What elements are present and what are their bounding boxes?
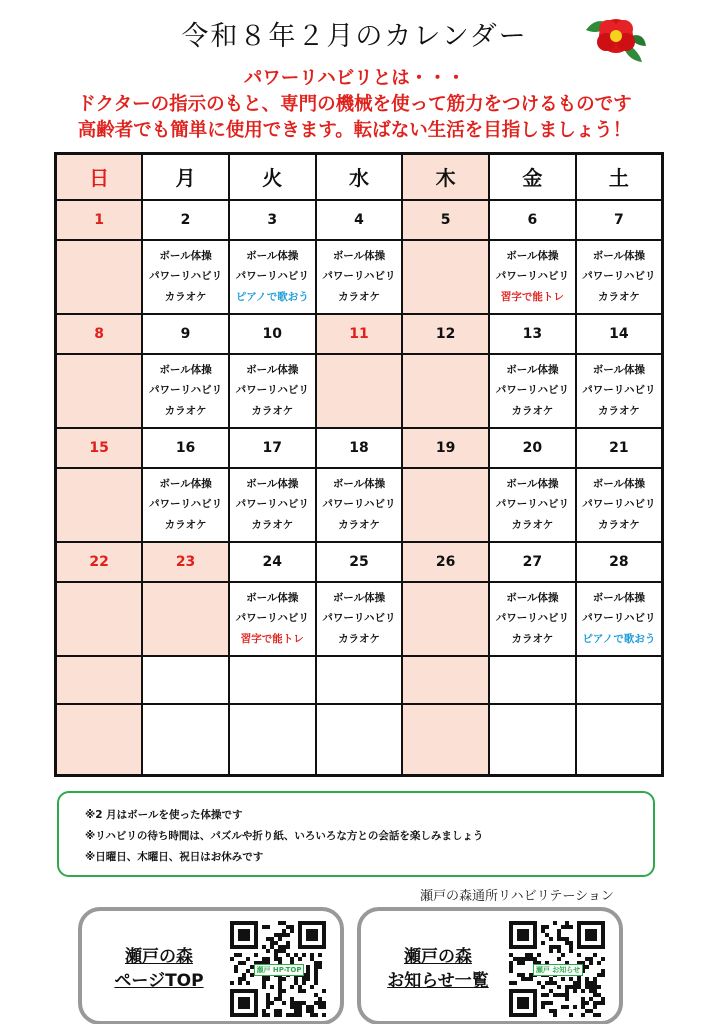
activity: ボール体操 [506,477,559,490]
activity-special: 習字で能トレ [240,632,304,645]
clinic-name: 瀬戸の森通所リハビリテーション [420,889,614,904]
activity: ボール体操 [332,477,386,490]
activity: カラオケ [597,518,640,531]
activity: ボール体操 [246,477,299,490]
date-cell: 3 [229,200,316,240]
card-label-line: お知らせ一覧 [387,971,489,991]
activity: パワーリハビリ [322,612,396,625]
calendar-table [54,152,664,777]
activity-cell [142,240,229,314]
date-cell: 8 [56,314,143,354]
activity: ボール体操 [159,363,212,376]
date-cell-holiday: 23 [142,542,229,582]
activity-cell [576,582,663,656]
activity-cell [489,240,576,314]
activity: ボール体操 [332,249,386,262]
date-cell: 17 [229,428,316,468]
activity-cell [576,468,663,542]
card-label-line: 瀬戸の森 [404,947,472,967]
empty-cell [316,656,403,704]
note-line: ※リハビリの待ち時間は、パズルや折り紙、いろいろな方との会話を楽しみましょう [85,830,484,842]
activity-special: ピアノで歌おう [235,290,309,303]
activity: パワーリハビリ [148,270,223,283]
date-cell: 20 [489,428,576,468]
date-cell: 12 [402,314,489,354]
activity-cell-closed [316,354,403,428]
empty-cell [229,656,316,704]
date-cell: 6 [489,200,576,240]
date-row [56,428,663,468]
activity-cell-closed [56,240,143,314]
date-cell: 10 [229,314,316,354]
empty-row [56,656,663,704]
activity: カラオケ [164,518,207,531]
activity: ボール体操 [159,477,212,490]
date-cell: 27 [489,542,576,582]
date-cell: 5 [402,200,489,240]
activity: パワーリハビリ [582,612,656,625]
empty-cell [489,656,576,704]
activity-cell [229,468,316,542]
activity: ボール体操 [246,249,299,262]
activity: パワーリハビリ [235,270,309,283]
date-cell: 16 [142,428,229,468]
date-cell: 13 [489,314,576,354]
activity-cell [229,582,316,656]
activity: パワーリハビリ [582,270,656,283]
activity: カラオケ [338,632,380,645]
date-cell: 24 [229,542,316,582]
activity: ボール体操 [332,591,386,604]
activity: カラオケ [511,518,554,531]
activity-cell-closed [142,582,229,656]
activity: ボール体操 [246,591,299,604]
activity: パワーリハビリ [495,498,569,511]
weekday-sun: 日 [56,154,143,200]
qr-tag: 瀬戸 お知らせ [533,964,583,976]
activity: カラオケ [338,518,380,531]
activity: ボール体操 [592,363,645,376]
date-cell: 1 [56,200,143,240]
card-label [104,945,214,993]
empty-cell [56,656,143,704]
activity-cell [316,240,403,314]
activity: ボール体操 [506,591,559,604]
date-cell: 21 [576,428,663,468]
weekday-mon: 月 [142,154,229,200]
page-title: 令和８年２月のカレンダー [181,21,528,52]
activity: パワーリハビリ [235,384,309,397]
activity: ボール体操 [506,249,559,262]
weekday-sat: 土 [576,154,663,200]
date-cell: 25 [316,542,403,582]
activity: パワーリハビリ [582,498,656,511]
date-cell: 4 [316,200,403,240]
date-cell: 15 [56,428,143,468]
activity: カラオケ [597,290,640,303]
intro-line: 高齢者でも簡単に使用できます。転ばない生活を目指しましょう！ [77,120,632,141]
activity: パワーリハビリ [322,270,396,283]
activity-cell [489,582,576,656]
date-cell: 26 [402,542,489,582]
activity: ボール体操 [592,249,645,262]
empty-cell [576,656,663,704]
notes-box [57,791,655,877]
empty-cell [402,656,489,704]
activity: パワーリハビリ [582,384,656,397]
date-cell: 19 [402,428,489,468]
date-cell: 18 [316,428,403,468]
activity-cell-closed [402,354,489,428]
activity-row [56,354,663,428]
activity: パワーリハビリ [495,612,569,625]
weekday-thu: 木 [402,154,489,200]
empty-cell [402,704,489,776]
activity: パワーリハビリ [235,612,309,625]
activity: カラオケ [338,290,380,303]
date-row [56,542,663,582]
intro-line: ドクターの指示のもと、専門の機械を使って筋力をつけるものです [77,94,632,115]
activity: ボール体操 [246,363,299,376]
activity: カラオケ [251,404,294,417]
activity-cell [489,468,576,542]
activity: カラオケ [251,518,294,531]
activity-cell [142,468,229,542]
weekday-tue: 火 [229,154,316,200]
date-row [56,314,663,354]
date-cell: 22 [56,542,143,582]
activity-cell [142,354,229,428]
activity-special: ピアノで歌おう [582,632,656,645]
activity-cell [576,240,663,314]
activity: カラオケ [164,404,207,417]
weekday-header-row [56,154,663,200]
activity-cell-closed [402,582,489,656]
intro-line: パワーリハビリとは・・・ [243,68,466,89]
activity-cell-closed [56,354,143,428]
qr-code-icon[interactable] [230,921,326,1017]
empty-cell [142,704,229,776]
activity: ボール体操 [159,249,212,262]
qr-tag: 瀬戸 HP-TOP [254,964,304,976]
empty-cell [316,704,403,776]
activity: パワーリハビリ [148,384,223,397]
activity: パワーリハビリ [495,384,569,397]
activity: ボール体操 [592,477,645,490]
card-label [383,945,493,993]
activity: カラオケ [511,404,554,417]
activity-row [56,240,663,314]
activity-cell-closed [402,468,489,542]
activity: カラオケ [597,404,640,417]
activity-cell [229,240,316,314]
weekday-wed: 水 [316,154,403,200]
card-label-line: ページTOP [114,971,204,991]
qr-code-icon[interactable] [509,921,605,1017]
empty-cell [142,656,229,704]
activity: カラオケ [511,632,554,645]
empty-cell [576,704,663,776]
activity-special: 習字で能トレ [500,290,564,303]
activity-cell [316,582,403,656]
news-list-card[interactable] [357,907,623,1024]
activity: ボール体操 [592,591,645,604]
date-cell: 28 [576,542,663,582]
activity: パワーリハビリ [322,498,396,511]
activity-row [56,582,663,656]
date-cell-holiday: 11 [316,314,403,354]
activity: ボール体操 [506,363,559,376]
intro-text [0,66,709,144]
activity-cell [489,354,576,428]
activity: パワーリハビリ [235,498,309,511]
activity-cell [229,354,316,428]
camellia-flower-icon [580,12,648,64]
activity-cell-closed [402,240,489,314]
activity: パワーリハビリ [495,270,569,283]
activity-cell [316,468,403,542]
activity-cell-closed [56,582,143,656]
weekday-fri: 金 [489,154,576,200]
empty-row [56,704,663,776]
activity-cell [576,354,663,428]
date-row [56,200,663,240]
activity: パワーリハビリ [148,498,223,511]
date-cell: 14 [576,314,663,354]
activity: カラオケ [164,290,207,303]
empty-cell [489,704,576,776]
empty-cell [229,704,316,776]
activity-cell-closed [56,468,143,542]
activity-row [56,468,663,542]
page-top-card[interactable] [78,907,344,1024]
date-cell: 9 [142,314,229,354]
empty-cell [56,704,143,776]
note-line: ※2 月はボールを使った体操です [85,809,243,821]
date-cell: 7 [576,200,663,240]
date-cell: 2 [142,200,229,240]
note-line: ※日曜日、木曜日、祝日はお休みです [85,851,264,863]
card-label-line: 瀬戸の森 [125,947,193,967]
